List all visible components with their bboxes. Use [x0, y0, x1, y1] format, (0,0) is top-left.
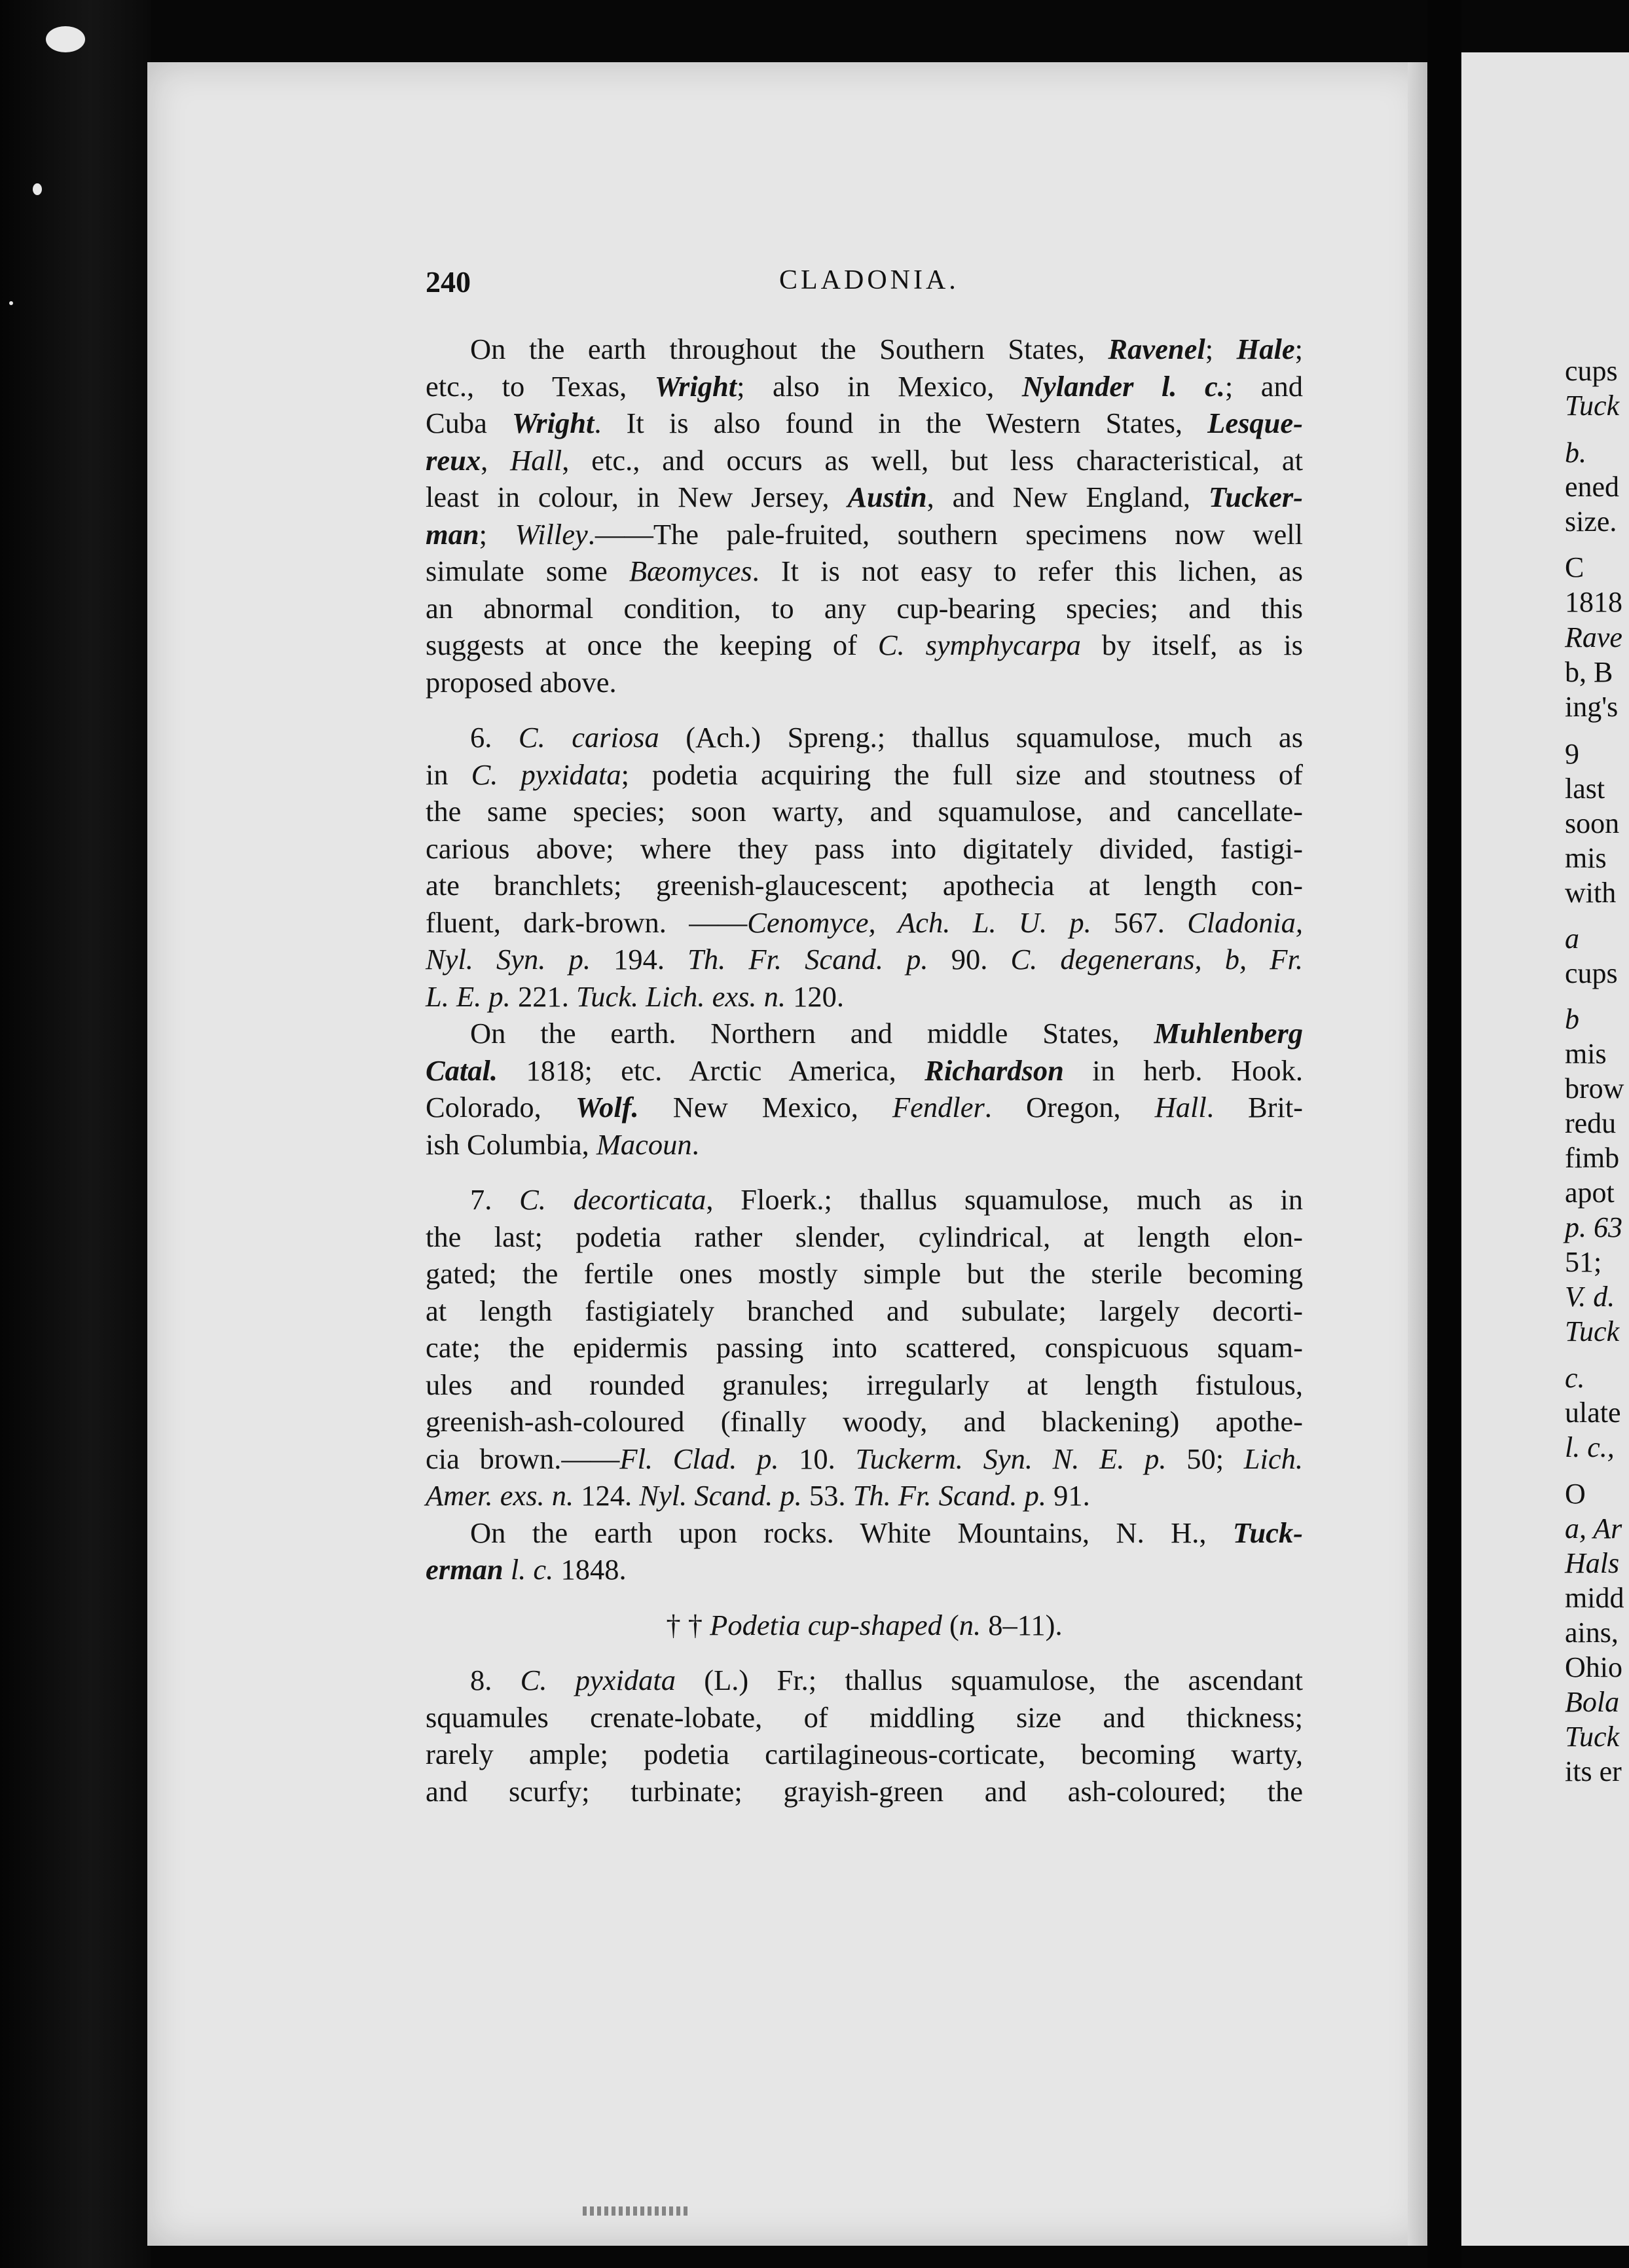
facing-page-text-fragment: fimb [1565, 1142, 1620, 1174]
text-line: the last; podetia rather slender, cylindrical, at length elon- [426, 1220, 1303, 1253]
text-line: cate; the epidermis passing into scattered, conspicuous squam- [426, 1331, 1303, 1364]
facing-page-text-fragment: O [1565, 1478, 1586, 1510]
paragraph-gap [426, 1163, 1303, 1181]
text-line: gated; the fertile ones mostly simple but the sterile becoming [426, 1257, 1303, 1290]
facing-page-text-fragment: Hals [1565, 1547, 1620, 1579]
facing-page-text-fragment: redu [1565, 1107, 1617, 1139]
text-line: 7. C. decorticata, Floerk.; thallus squamulose, much as in [470, 1183, 1304, 1216]
facing-page-text-fragment: brow [1565, 1072, 1624, 1105]
smudge-mark [583, 2206, 687, 2216]
body-text [426, 331, 1303, 1810]
text-line: an abnormal condition, to any cup-bearing species; and this [426, 591, 1303, 625]
facing-page-text-fragment: Tuck [1565, 1721, 1620, 1753]
page-gutter [1427, 0, 1461, 2268]
page-heading: CLADONIA. [779, 265, 959, 295]
facing-page-text-fragment: p. 63 [1565, 1211, 1622, 1243]
facing-page-text-fragment: Rave [1565, 621, 1622, 653]
text-line: greenish-ash-coloured (finally woody, and blackening) apothe- [426, 1405, 1303, 1438]
binding-speck [33, 183, 42, 195]
facing-page-text-fragment: with [1565, 877, 1617, 909]
page-number: 240 [426, 265, 471, 299]
facing-page-text-fragment: ulate [1565, 1397, 1621, 1429]
text-line: cia brown.——Fl. Clad. p. 10. Tuckerm. Syn. N. E. p. 50; Lich. [426, 1442, 1303, 1475]
text-line: squamules crenate-lobate, of middling size and thickness; [426, 1700, 1303, 1734]
facing-page-text-fragment: ing's [1565, 691, 1619, 723]
facing-page-text-fragment: apot [1565, 1177, 1615, 1209]
facing-page-text-fragment: b. [1565, 437, 1586, 469]
facing-page-text-fragment: ains, [1565, 1617, 1619, 1649]
text-line: ules and rounded granules; irregularly at length fistulous, [426, 1368, 1303, 1401]
facing-page-text-fragment: V. d. [1565, 1281, 1615, 1313]
facing-page-text-fragment: last [1565, 773, 1605, 805]
facing-page-text-fragment: mis [1565, 842, 1607, 874]
facing-page-text-fragment: cups [1565, 355, 1618, 387]
text-line: rarely ample; podetia cartilagineous-corticate, becoming warty, [426, 1738, 1303, 1770]
facing-page-text-fragment: cups [1565, 957, 1618, 989]
text-line: ish Columbia, Macoun. [426, 1127, 699, 1161]
text-line: 8. C. pyxidata (L.) Fr.; thallus squamulose, the ascendant [470, 1664, 1303, 1696]
facing-page-text-fragment: its er [1565, 1755, 1622, 1787]
facing-page-text-fragment: a, Ar [1565, 1512, 1622, 1545]
facing-page-text-fragment: b [1565, 1003, 1579, 1035]
facing-page-text-fragment: 1818 [1565, 586, 1622, 618]
facing-page [1461, 52, 1629, 2246]
text-line: ate branchlets; greenish-glaucescent; apothecia at length con- [426, 869, 1303, 902]
text-line: On the earth. Northern and middle States, Muhlenberg [470, 1017, 1303, 1050]
text-line: L. E. p. 221. Tuck. Lich. exs. n. 120. [426, 979, 845, 1013]
facing-page-text-fragment: size. [1565, 505, 1617, 538]
facing-page-text-fragment: 51; [1565, 1246, 1602, 1278]
text-line: at length fastigiately branched and subulate; largely decorti- [426, 1294, 1303, 1327]
text-line: and scurfy; turbinate; grayish-green and ash-coloured; the [426, 1774, 1303, 1808]
text-line: etc., to Texas, Wright; also in Mexico, Nylander l. c.; and [426, 369, 1304, 403]
text-line: Catal. 1818; etc. Arctic America, Richardson in herb. Hook. [426, 1053, 1303, 1087]
text-line: suggests at once the keeping of C. symphycarpa by itself, as is [426, 629, 1303, 661]
facing-page-text-fragment: b, B [1565, 656, 1613, 688]
facing-page-text-fragment: Tuck [1565, 1315, 1620, 1347]
facing-page-text-fragment: 9 [1565, 738, 1579, 770]
paragraph-gap [426, 1643, 1303, 1662]
text-line: man; Willey.——The pale-fruited, southern specimens now well [426, 517, 1303, 551]
text-line: Nyl. Syn. p. 194. Th. Fr. Scand. p. 90. C. degenerans, b, Fr. [426, 943, 1303, 976]
facing-page-text-fragment: Bola [1565, 1686, 1620, 1718]
text-line: Amer. exs. n. 124. Nyl. Scand. p. 53. Th. Fr. Scand. p. 91. [426, 1479, 1090, 1512]
facing-page-text-fragment: midd [1565, 1582, 1624, 1614]
facing-page-text-fragment: soon [1565, 807, 1620, 839]
text-line: the same species; soon warty, and squamulose, and cancellate- [426, 795, 1303, 828]
text-line: † † Podetia cup-shaped (n. 8–11). [666, 1608, 1063, 1641]
facing-page-text-fragment: ened [1565, 471, 1620, 503]
text-line: reux, Hall, etc., and occurs as well, but less characteristical, at [426, 443, 1304, 477]
binding-speck [9, 301, 13, 305]
text-line: erman l. c. 1848. [426, 1553, 627, 1586]
facing-page-text-fragment: l. c., [1565, 1431, 1615, 1463]
text-line: Colorado, Wolf. New Mexico, Fendler. Oregon, Hall. Brit- [426, 1091, 1303, 1124]
text-line: On the earth upon rocks. White Mountains, N. H., Tuck- [470, 1516, 1303, 1549]
facing-page-text-fragment: mis [1565, 1038, 1607, 1070]
facing-page-text-fragment: a [1565, 923, 1579, 955]
text-line: Cuba Wright. It is also found in the Western States, Lesque- [426, 407, 1303, 439]
text-line: least in colour, in New Jersey, Austin, and New England, Tucker- [426, 481, 1303, 513]
text-line: in C. pyxidata; podetia acquiring the full size and stoutness of [426, 758, 1303, 791]
facing-page-text-fragment: c. [1565, 1362, 1585, 1394]
facing-page-text-fragment: Tuck [1565, 390, 1620, 422]
text-line: proposed above. [426, 665, 617, 699]
running-head [426, 265, 1303, 304]
paragraph-gap [426, 701, 1303, 719]
page-right-edge [1408, 62, 1427, 2246]
book-binding-edge [0, 0, 151, 2268]
binding-speck [46, 26, 85, 52]
text-line: carious above; where they pass into digitately divided, fastigi- [426, 832, 1303, 865]
text-line: On the earth throughout the Southern States, Ravenel; Hale; [470, 333, 1303, 365]
facing-page-text-fragment: C [1565, 551, 1584, 583]
facing-page-text-fragment: Ohio [1565, 1651, 1622, 1683]
text-line: 6. C. cariosa (Ach.) Spreng.; thallus squamulose, much as [470, 721, 1304, 754]
text-line: fluent, dark-brown. ——Cenomyce, Ach. L. U. p. 567. Cladonia, [426, 905, 1304, 939]
text-line: simulate some Bæomyces. It is not easy to refer this lichen, as [426, 555, 1303, 587]
paragraph-gap [426, 1588, 1303, 1607]
